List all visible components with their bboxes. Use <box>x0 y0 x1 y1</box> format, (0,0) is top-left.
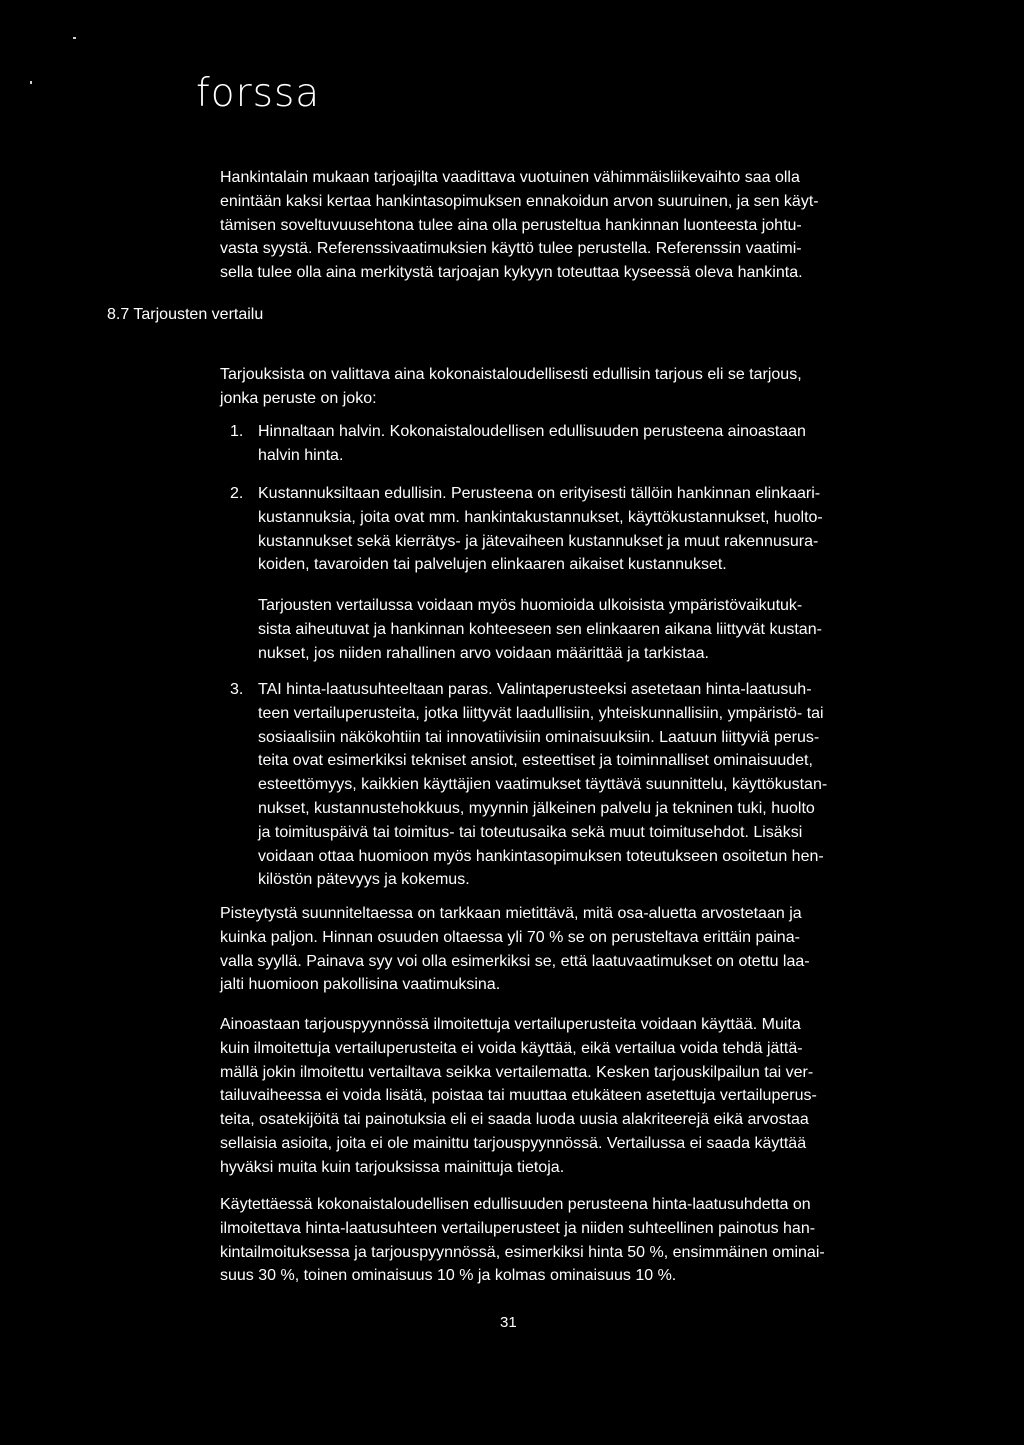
text-line: sellaisia asioita, joita ei ole mainittu tarjouspyynnössä. Vertailussa ei saada käyttää <box>220 1134 807 1152</box>
scan-speck <box>73 37 76 39</box>
text-line: nukset, kustannustehokkuus, myynnin jälkeinen palvelu ja tekninen tuki, huolto <box>258 799 815 817</box>
text-line: valla syyllä. Painava syy voi olla esimerkiksi se, että laatuvaatimukset on otettu laa- <box>220 952 810 970</box>
text-line: jalti huomioon pakollisina vaatimuksina. <box>220 976 501 994</box>
text-line: teita ovat esimerkiksi tekniset ansiot, esteettiset ja toiminnalliset ominaisuudet, <box>258 752 813 770</box>
text-line: ilmoitettava hinta-laatusuhteen vertailuperusteet ja niiden suhteellinen painotus han- <box>220 1219 816 1237</box>
text-line: teita, osatekijöitä tai painotuksia eli ei saada luoda uusia alakriteerejä eikä arvostaa <box>220 1111 809 1129</box>
text-line: koiden, tavaroiden tai palvelujen elinkaaren aikaiset kustannukset. <box>258 556 727 574</box>
text-line: vasta syystä. Referenssivaatimuksien käyttö tulee perustella. Referenssin vaatimi- <box>220 240 802 258</box>
text-line: Tarjouksista on valittava aina kokonaistaloudellisesti edullisin tarjous eli se tarjous, <box>220 366 802 383</box>
section-heading: 8.7 Tarjousten vertailu <box>107 306 264 323</box>
intro-paragraph <box>220 166 896 285</box>
list-number: 3. <box>230 681 244 698</box>
list-item-body <box>258 594 898 665</box>
text-line: suus 30 %, toinen ominaisuus 10 % ja kolmas ominaisuus 10 %. <box>220 1267 677 1285</box>
text-line: Käytettäessä kokonaistaloudellisen edullisuuden perusteena hinta-laatusuhdetta on <box>220 1196 811 1213</box>
text-line: jonka peruste on joko: <box>220 389 377 407</box>
list-item-body <box>258 420 898 468</box>
text-line: kilöstön pätevyys ja kokemus. <box>258 871 470 889</box>
text-line: Kustannuksiltaan edullisin. Perusteena on erityisesti tällöin hankinnan elinkaari- <box>258 485 821 502</box>
text-line: Tarjousten vertailussa voidaan myös huomioida ulkoisista ympäristövaikutuk- <box>258 597 803 614</box>
text-line: Ainoastaan tarjouspyynnössä ilmoitettuja vertailuperusteita voidaan käyttää. Muita <box>220 1016 801 1033</box>
text-line: TAI hinta-laatusuhteeltaan paras. Valintaperusteeksi asetetaan hinta-laatusuh- <box>258 681 812 698</box>
text-line: kintailmoituksessa ja tarjouspyynnössä, esimerkiksi hinta 50 %, ensimmäinen ominai- <box>220 1243 825 1261</box>
text-line: tailuvaiheessa ei voida lisätä, poistaa tai muuttaa etukäteen asetettuja vertailuperus- <box>220 1087 817 1105</box>
text-line: ja toimituspäivä tai toimitus- tai toteutusaika sekä muut toimitusehdot. Lisäksi <box>258 823 803 841</box>
text-line: mällä jokin ilmoitettu vertailtava seikka vertailematta. Kesken tarjouskilpailun tai ver- <box>220 1063 814 1081</box>
text-line: sella tulee olla aina merkitystä tarjoajan kykyyn toteuttaa kyseessä oleva hankinta. <box>220 264 803 282</box>
text-line: kuin ilmoitettuja vertailuperusteita ei voida käyttää, eikä vertailua voida tehdä jättä- <box>220 1039 803 1057</box>
text-line: Hinnaltaan halvin. Kokonaistaloudellisen edullisuuden perusteena ainoastaan <box>258 423 806 440</box>
scan-speck <box>30 81 32 84</box>
text-line: Pisteytystä suunniteltaessa on tarkkaan mietittävä, mitä osa-aluetta arvostetaan ja <box>220 905 802 922</box>
list-item-body <box>258 678 898 892</box>
criteria-only-paragraph <box>220 1013 896 1180</box>
forssa-logo: forssa <box>196 71 321 116</box>
text-line: kustannukset sekä kierrätys- ja jätevaiheen kustannukset ja muut rakennusura- <box>258 532 819 550</box>
weighting-paragraph <box>220 1193 896 1288</box>
scoring-paragraph <box>220 902 896 997</box>
text-line: voidaan ottaa huomioon myös hankintasopimuksen toteutukseen osoitetun hen- <box>258 847 824 865</box>
list-item-body <box>258 482 898 577</box>
text-line: nukset, jos niiden rahallinen arvo voidaan määrittää ja tarkistaa. <box>258 644 709 662</box>
text-line: enintään kaksi kertaa hankintasopimuksen ennakoidun arvon suuruinen, ja sen käyt- <box>220 192 819 210</box>
text-line: sista aiheutuvat ja hankinnan kohteeseen sen elinkaaren aikana liittyvät kustan- <box>258 620 822 638</box>
text-line: halvin hinta. <box>258 446 344 464</box>
text-line: teen vertailuperusteita, jotka liittyvät laadullisiin, yhteiskunnallisiin, ympäristö- tai <box>258 704 824 722</box>
text-line: Hankintalain mukaan tarjoajilta vaadittava vuotuinen vähimmäisliikevaihto saa olla <box>220 169 800 186</box>
text-line: sosiaalisiin näkökohtiin tai innovatiivisiin ominaisuuksiin. Laatuun liittyviä perus- <box>258 728 820 746</box>
list-number: 2. <box>230 485 244 502</box>
text-line: tämisen soveltuvuusehtona tulee aina olla perusteltua hankinnan luonteesta johtu- <box>220 216 802 234</box>
text-line: hyväksi muita kuin tarjouksissa mainittuja tietoja. <box>220 1158 565 1176</box>
text-line: kuinka paljon. Hinnan osuuden oltaessa yli 70 % se on perusteltava erittäin paina- <box>220 928 800 946</box>
list-number: 1. <box>230 423 244 440</box>
comparison-intro-paragraph <box>220 363 896 411</box>
text-line: esteettömyys, kaikkien käyttäjien vaatimukset täyttävä suunnittelu, käyttökustan- <box>258 776 828 794</box>
page-number: 31 <box>500 1314 517 1331</box>
text-line: kustannuksia, joita ovat mm. hankintakustannukset, käyttökustannukset, huolto- <box>258 508 823 526</box>
